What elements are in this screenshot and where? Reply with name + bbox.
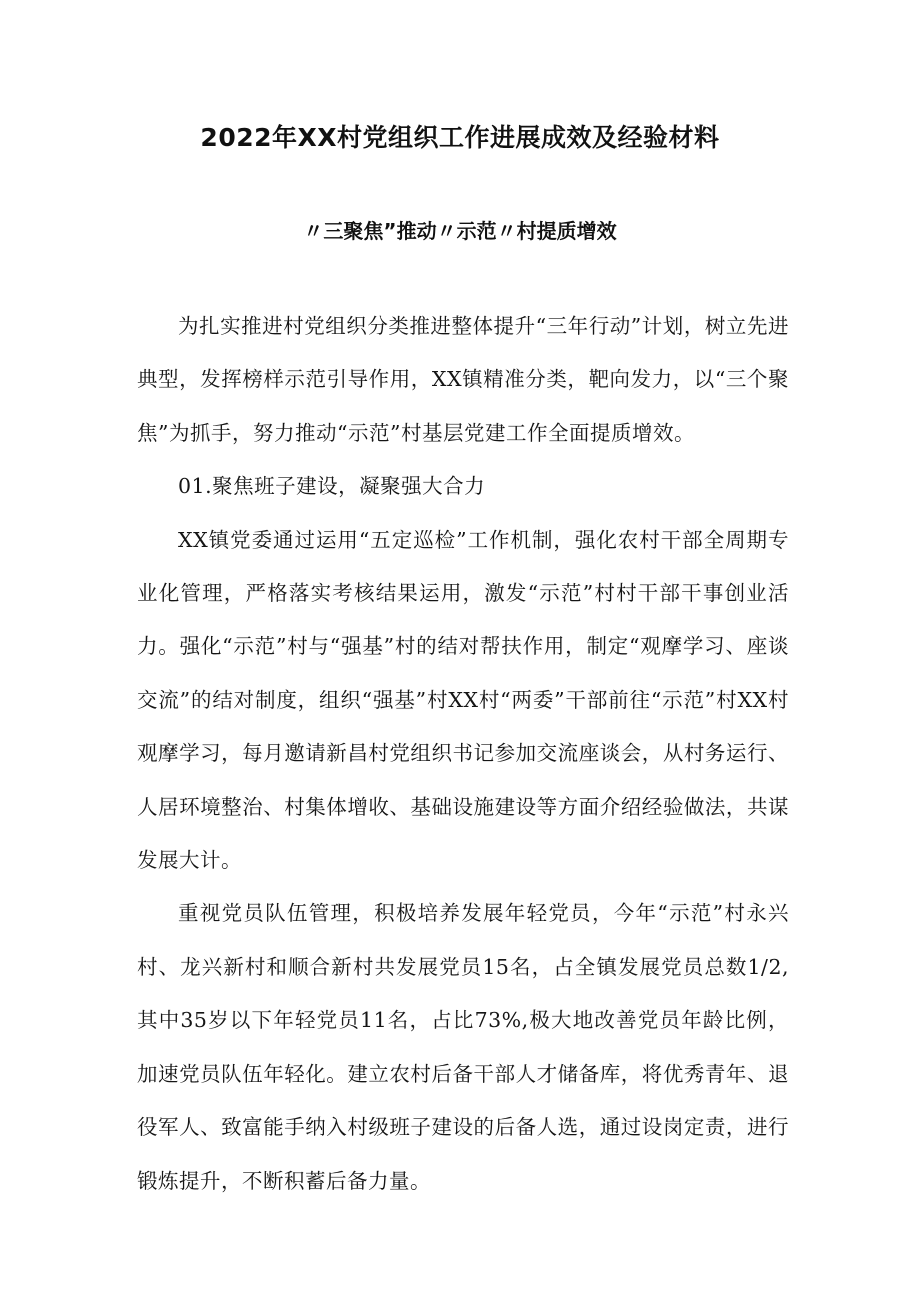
document-title: 2022年XX村党组织工作进展成效及经验材料 [200,123,720,152]
section-heading: 01.聚焦班子建设，凝聚强大合力 [178,474,486,499]
body-paragraph: 重视党员队伍管理，积极培养发展年轻党员，今年“示范”村永兴村、龙兴新村和顺合新村共发展党员15名，占全镇发展党员总数1/2,其中35岁以下年轻党员11名，占比73%,极大地改善党员年龄比例，加速党员队伍年轻化。建立农村后备干部人才储备库，将优秀青年、退役军人、致富能手纳入村级班子建设的后备人选，通过设岗定责，进行锻炼提升，不断积蓄后备力量。 [137,901,789,1193]
document-subtitle: 〃三聚焦”推动〃示范〃村提质增效 [303,219,617,243]
intro-paragraph: 为扎实推进村党组织分类推进整体提升“三年行动”计划，树立先进典型，发挥榜样示范引导作用，XX镇精准分类，靶向发力，以“三个聚焦”为抓手，努力推动“示范”村基层党建工作全面提质增效。 [137,314,789,445]
body-paragraph: XX镇党委通过运用“五定巡检”工作机制，强化农村干部全周期专业化管理，严格落实考核结果运用，激发“示范”村村干部干事创业活力。强化“示范”村与“强基”村的结对帮扶作用，制定“观摩学习、座谈交流”的结对制度，组织“强基”村XX村“两委”干部前往“示范”村XX村观摩学习，每月邀请新昌村党组织书记参加交流座谈会，从村务运行、人居环境整治、村集体增收、基础设施建设等方面介绍经验做法，共谋发展大计。 [137,527,789,873]
document-body [137,300,789,1208]
